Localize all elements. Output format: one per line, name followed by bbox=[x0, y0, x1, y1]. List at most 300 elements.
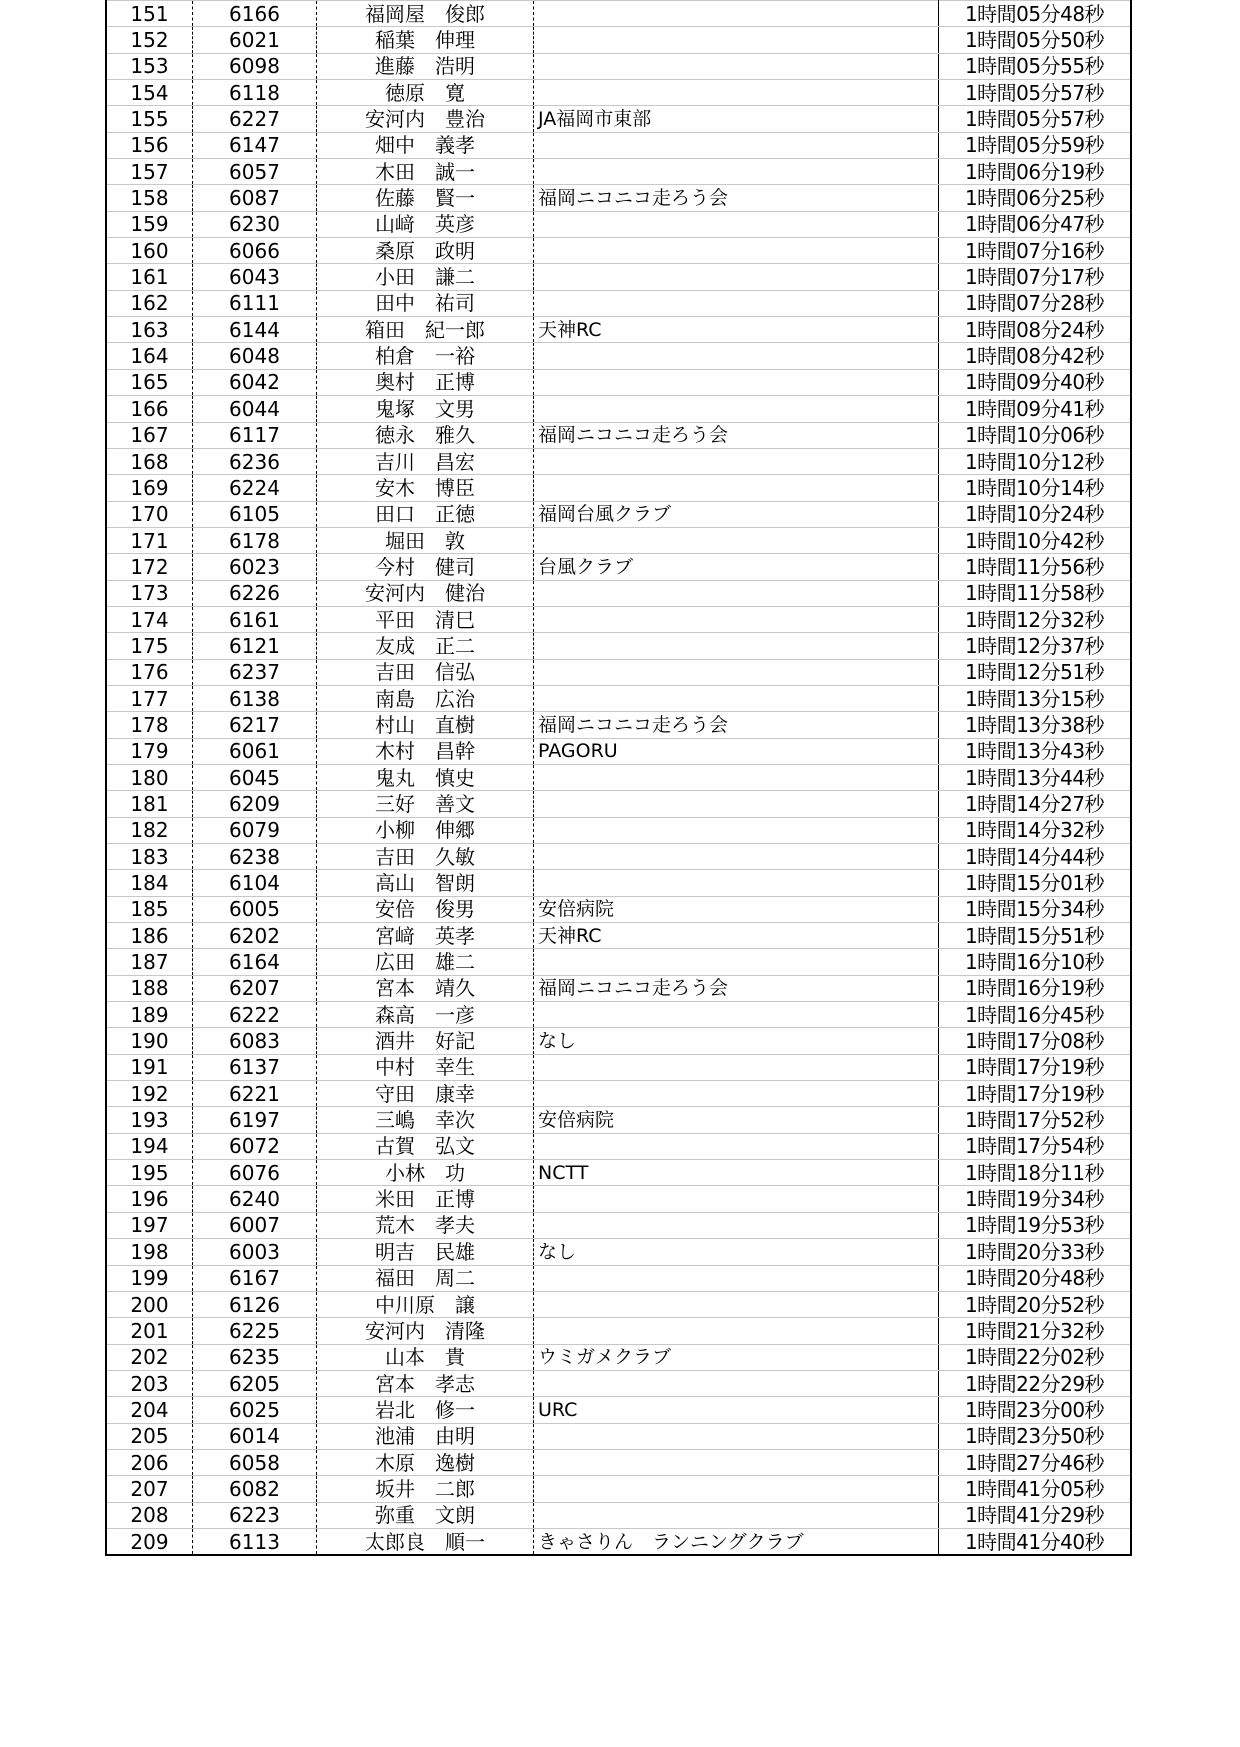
finish-time-cell: 1時間19分53秒 bbox=[939, 1212, 1132, 1238]
finish-time-cell: 1時間10分24秒 bbox=[939, 501, 1132, 527]
rank-cell: 172 bbox=[106, 554, 193, 580]
bib-number-cell: 6126 bbox=[193, 1291, 317, 1317]
bib-number-cell: 6221 bbox=[193, 1081, 317, 1107]
bib-number-cell: 6113 bbox=[193, 1528, 317, 1555]
table-row bbox=[106, 1, 1131, 27]
finish-time-cell: 1時間11分56秒 bbox=[939, 554, 1132, 580]
table-row bbox=[106, 685, 1131, 711]
bib-number-cell: 6222 bbox=[193, 1002, 317, 1028]
runner-name-cell: 田口 正徳 bbox=[317, 501, 534, 527]
runner-name-cell: 平田 清巳 bbox=[317, 606, 534, 632]
rank-cell: 203 bbox=[106, 1370, 193, 1396]
table-row bbox=[106, 501, 1131, 527]
table-row bbox=[106, 53, 1131, 79]
team-cell bbox=[534, 53, 939, 79]
bib-number-cell: 6072 bbox=[193, 1133, 317, 1159]
finish-time-cell: 1時間06分47秒 bbox=[939, 211, 1132, 237]
table-row bbox=[106, 1133, 1131, 1159]
bib-number-cell: 6104 bbox=[193, 870, 317, 896]
runner-name-cell: 中川原 譲 bbox=[317, 1291, 534, 1317]
finish-time-cell: 1時間05分55秒 bbox=[939, 53, 1132, 79]
bib-number-cell: 6121 bbox=[193, 633, 317, 659]
bib-number-cell: 6207 bbox=[193, 975, 317, 1001]
bib-number-cell: 6217 bbox=[193, 712, 317, 738]
finish-time-cell: 1時間07分17秒 bbox=[939, 264, 1132, 290]
bib-number-cell: 6117 bbox=[193, 422, 317, 448]
rank-cell: 204 bbox=[106, 1397, 193, 1423]
finish-time-cell: 1時間23分00秒 bbox=[939, 1397, 1132, 1423]
rank-cell: 152 bbox=[106, 27, 193, 53]
finish-time-cell: 1時間17分52秒 bbox=[939, 1107, 1132, 1133]
finish-time-cell: 1時間05分59秒 bbox=[939, 132, 1132, 158]
runner-name-cell: 安河内 豊治 bbox=[317, 106, 534, 132]
finish-time-cell: 1時間20分52秒 bbox=[939, 1291, 1132, 1317]
results-table bbox=[105, 0, 1132, 1556]
runner-name-cell: 米田 正博 bbox=[317, 1186, 534, 1212]
team-cell bbox=[534, 580, 939, 606]
rank-cell: 193 bbox=[106, 1107, 193, 1133]
runner-name-cell: 福田 周二 bbox=[317, 1265, 534, 1291]
bib-number-cell: 6237 bbox=[193, 659, 317, 685]
team-cell: なし bbox=[534, 1028, 939, 1054]
team-cell: ウミガメクラブ bbox=[534, 1344, 939, 1370]
team-cell: 台風クラブ bbox=[534, 554, 939, 580]
finish-time-cell: 1時間06分25秒 bbox=[939, 185, 1132, 211]
finish-time-cell: 1時間41分05秒 bbox=[939, 1476, 1132, 1502]
runner-name-cell: 福岡屋 俊郎 bbox=[317, 1, 534, 27]
team-cell: 安倍病院 bbox=[534, 896, 939, 922]
team-cell bbox=[534, 791, 939, 817]
table-row bbox=[106, 159, 1131, 185]
rank-cell: 160 bbox=[106, 238, 193, 264]
bib-number-cell: 6045 bbox=[193, 764, 317, 790]
bib-number-cell: 6079 bbox=[193, 817, 317, 843]
finish-time-cell: 1時間13分15秒 bbox=[939, 685, 1132, 711]
bib-number-cell: 6225 bbox=[193, 1318, 317, 1344]
table-row bbox=[106, 1423, 1131, 1449]
runner-name-cell: 明吉 民雄 bbox=[317, 1239, 534, 1265]
bib-number-cell: 6025 bbox=[193, 1397, 317, 1423]
finish-time-cell: 1時間13分43秒 bbox=[939, 738, 1132, 764]
runner-name-cell: 小林 功 bbox=[317, 1160, 534, 1186]
finish-time-cell: 1時間16分19秒 bbox=[939, 975, 1132, 1001]
table-row bbox=[106, 1318, 1131, 1344]
rank-cell: 170 bbox=[106, 501, 193, 527]
finish-time-cell: 1時間12分37秒 bbox=[939, 633, 1132, 659]
team-cell bbox=[534, 159, 939, 185]
finish-time-cell: 1時間08分24秒 bbox=[939, 317, 1132, 343]
finish-time-cell: 1時間20分48秒 bbox=[939, 1265, 1132, 1291]
rank-cell: 190 bbox=[106, 1028, 193, 1054]
runner-name-cell: 森高 一彦 bbox=[317, 1002, 534, 1028]
table-row bbox=[106, 1528, 1131, 1555]
team-cell bbox=[534, 80, 939, 106]
team-cell: 福岡ニコニコ走ろう会 bbox=[534, 712, 939, 738]
rank-cell: 192 bbox=[106, 1081, 193, 1107]
bib-number-cell: 6167 bbox=[193, 1265, 317, 1291]
table-row bbox=[106, 949, 1131, 975]
rank-cell: 205 bbox=[106, 1423, 193, 1449]
team-cell bbox=[534, 1081, 939, 1107]
runner-name-cell: 酒井 好記 bbox=[317, 1028, 534, 1054]
runner-name-cell: 桑原 政明 bbox=[317, 238, 534, 264]
rank-cell: 188 bbox=[106, 975, 193, 1001]
runner-name-cell: 守田 康幸 bbox=[317, 1081, 534, 1107]
runner-name-cell: 徳永 雅久 bbox=[317, 422, 534, 448]
table-row bbox=[106, 475, 1131, 501]
table-row bbox=[106, 211, 1131, 237]
runner-name-cell: 柏倉 一裕 bbox=[317, 343, 534, 369]
table-row bbox=[106, 80, 1131, 106]
team-cell bbox=[534, 764, 939, 790]
team-cell bbox=[534, 1054, 939, 1080]
team-cell bbox=[534, 475, 939, 501]
runner-name-cell: 宮本 靖久 bbox=[317, 975, 534, 1001]
table-row bbox=[106, 1449, 1131, 1475]
team-cell bbox=[534, 27, 939, 53]
runner-name-cell: 木原 逸樹 bbox=[317, 1449, 534, 1475]
bib-number-cell: 6137 bbox=[193, 1054, 317, 1080]
rank-cell: 186 bbox=[106, 923, 193, 949]
rank-cell: 196 bbox=[106, 1186, 193, 1212]
finish-time-cell: 1時間09分40秒 bbox=[939, 369, 1132, 395]
table-row bbox=[106, 844, 1131, 870]
rank-cell: 198 bbox=[106, 1239, 193, 1265]
bib-number-cell: 6178 bbox=[193, 527, 317, 553]
runner-name-cell: 安河内 清隆 bbox=[317, 1318, 534, 1344]
finish-time-cell: 1時間05分48秒 bbox=[939, 1, 1132, 27]
bib-number-cell: 6197 bbox=[193, 1107, 317, 1133]
runner-name-cell: 山本 貴 bbox=[317, 1344, 534, 1370]
bib-number-cell: 6042 bbox=[193, 369, 317, 395]
team-cell: JA福岡市東部 bbox=[534, 106, 939, 132]
finish-time-cell: 1時間22分02秒 bbox=[939, 1344, 1132, 1370]
bib-number-cell: 6111 bbox=[193, 290, 317, 316]
finish-time-cell: 1時間06分19秒 bbox=[939, 159, 1132, 185]
team-cell: 福岡ニコニコ走ろう会 bbox=[534, 185, 939, 211]
team-cell: 福岡ニコニコ走ろう会 bbox=[534, 422, 939, 448]
bib-number-cell: 6023 bbox=[193, 554, 317, 580]
table-row bbox=[106, 817, 1131, 843]
bib-number-cell: 6057 bbox=[193, 159, 317, 185]
table-row bbox=[106, 975, 1131, 1001]
table-row bbox=[106, 396, 1131, 422]
finish-time-cell: 1時間20分33秒 bbox=[939, 1239, 1132, 1265]
table-row bbox=[106, 738, 1131, 764]
team-cell bbox=[534, 238, 939, 264]
bib-number-cell: 6005 bbox=[193, 896, 317, 922]
table-row bbox=[106, 870, 1131, 896]
table-row bbox=[106, 896, 1131, 922]
finish-time-cell: 1時間23分50秒 bbox=[939, 1423, 1132, 1449]
runner-name-cell: 徳原 寛 bbox=[317, 80, 534, 106]
rank-cell: 174 bbox=[106, 606, 193, 632]
bib-number-cell: 6226 bbox=[193, 580, 317, 606]
bib-number-cell: 6144 bbox=[193, 317, 317, 343]
runner-name-cell: 箱田 紀一郎 bbox=[317, 317, 534, 343]
runner-name-cell: 小田 謙二 bbox=[317, 264, 534, 290]
runner-name-cell: 鬼丸 慎史 bbox=[317, 764, 534, 790]
team-cell: PAGORU bbox=[534, 738, 939, 764]
team-cell: なし bbox=[534, 1239, 939, 1265]
runner-name-cell: 宮本 孝志 bbox=[317, 1370, 534, 1396]
runner-name-cell: 稲葉 伸理 bbox=[317, 27, 534, 53]
bib-number-cell: 6105 bbox=[193, 501, 317, 527]
bib-number-cell: 6223 bbox=[193, 1502, 317, 1528]
finish-time-cell: 1時間07分16秒 bbox=[939, 238, 1132, 264]
team-cell bbox=[534, 264, 939, 290]
table-row bbox=[106, 1265, 1131, 1291]
table-row bbox=[106, 1291, 1131, 1317]
table-row bbox=[106, 923, 1131, 949]
finish-time-cell: 1時間17分19秒 bbox=[939, 1081, 1132, 1107]
team-cell bbox=[534, 1265, 939, 1291]
bib-number-cell: 6083 bbox=[193, 1028, 317, 1054]
rank-cell: 183 bbox=[106, 844, 193, 870]
rank-cell: 194 bbox=[106, 1133, 193, 1159]
rank-cell: 153 bbox=[106, 53, 193, 79]
table-row bbox=[106, 1502, 1131, 1528]
runner-name-cell: 広田 雄二 bbox=[317, 949, 534, 975]
finish-time-cell: 1時間18分11秒 bbox=[939, 1160, 1132, 1186]
bib-number-cell: 6014 bbox=[193, 1423, 317, 1449]
table-row bbox=[106, 764, 1131, 790]
table-row bbox=[106, 633, 1131, 659]
bib-number-cell: 6205 bbox=[193, 1370, 317, 1396]
rank-cell: 156 bbox=[106, 132, 193, 158]
table-row bbox=[106, 1186, 1131, 1212]
team-cell bbox=[534, 1370, 939, 1396]
team-cell bbox=[534, 1291, 939, 1317]
table-row bbox=[106, 1239, 1131, 1265]
team-cell: 天神RC bbox=[534, 317, 939, 343]
rank-cell: 185 bbox=[106, 896, 193, 922]
finish-time-cell: 1時間16分45秒 bbox=[939, 1002, 1132, 1028]
team-cell bbox=[534, 1476, 939, 1502]
team-cell: 安倍病院 bbox=[534, 1107, 939, 1133]
table-row bbox=[106, 290, 1131, 316]
table-row bbox=[106, 659, 1131, 685]
bib-number-cell: 6098 bbox=[193, 53, 317, 79]
rank-cell: 161 bbox=[106, 264, 193, 290]
runner-name-cell: 堀田 敦 bbox=[317, 527, 534, 553]
runner-name-cell: 村山 直樹 bbox=[317, 712, 534, 738]
rank-cell: 176 bbox=[106, 659, 193, 685]
rank-cell: 177 bbox=[106, 685, 193, 711]
bib-number-cell: 6138 bbox=[193, 685, 317, 711]
rank-cell: 171 bbox=[106, 527, 193, 553]
rank-cell: 195 bbox=[106, 1160, 193, 1186]
team-cell bbox=[534, 685, 939, 711]
table-row bbox=[106, 369, 1131, 395]
team-cell bbox=[534, 448, 939, 474]
finish-time-cell: 1時間17分54秒 bbox=[939, 1133, 1132, 1159]
table-row bbox=[106, 185, 1131, 211]
finish-time-cell: 1時間16分10秒 bbox=[939, 949, 1132, 975]
rank-cell: 201 bbox=[106, 1318, 193, 1344]
finish-time-cell: 1時間14分44秒 bbox=[939, 844, 1132, 870]
finish-time-cell: 1時間12分51秒 bbox=[939, 659, 1132, 685]
rank-cell: 199 bbox=[106, 1265, 193, 1291]
team-cell bbox=[534, 844, 939, 870]
rank-cell: 182 bbox=[106, 817, 193, 843]
rank-cell: 168 bbox=[106, 448, 193, 474]
runner-name-cell: 鬼塚 文男 bbox=[317, 396, 534, 422]
bib-number-cell: 6238 bbox=[193, 844, 317, 870]
rank-cell: 154 bbox=[106, 80, 193, 106]
runner-name-cell: 今村 健司 bbox=[317, 554, 534, 580]
finish-time-cell: 1時間11分58秒 bbox=[939, 580, 1132, 606]
bib-number-cell: 6043 bbox=[193, 264, 317, 290]
finish-time-cell: 1時間07分28秒 bbox=[939, 290, 1132, 316]
finish-time-cell: 1時間05分57秒 bbox=[939, 106, 1132, 132]
rank-cell: 187 bbox=[106, 949, 193, 975]
bib-number-cell: 6235 bbox=[193, 1344, 317, 1370]
team-cell bbox=[534, 211, 939, 237]
finish-time-cell: 1時間10分12秒 bbox=[939, 448, 1132, 474]
bib-number-cell: 6224 bbox=[193, 475, 317, 501]
team-cell: きゃさりん ランニングクラブ bbox=[534, 1528, 939, 1555]
bib-number-cell: 6202 bbox=[193, 923, 317, 949]
finish-time-cell: 1時間15分34秒 bbox=[939, 896, 1132, 922]
runner-name-cell: 進藤 浩明 bbox=[317, 53, 534, 79]
team-cell bbox=[534, 949, 939, 975]
rank-cell: 164 bbox=[106, 343, 193, 369]
rank-cell: 189 bbox=[106, 1002, 193, 1028]
bib-number-cell: 6118 bbox=[193, 80, 317, 106]
rank-cell: 151 bbox=[106, 1, 193, 27]
finish-time-cell: 1時間27分46秒 bbox=[939, 1449, 1132, 1475]
runner-name-cell: 畑中 義孝 bbox=[317, 132, 534, 158]
team-cell: NCTT bbox=[534, 1160, 939, 1186]
team-cell bbox=[534, 1, 939, 27]
team-cell bbox=[534, 633, 939, 659]
bib-number-cell: 6021 bbox=[193, 27, 317, 53]
bib-number-cell: 6161 bbox=[193, 606, 317, 632]
finish-time-cell: 1時間14分27秒 bbox=[939, 791, 1132, 817]
runner-name-cell: 木村 昌幹 bbox=[317, 738, 534, 764]
finish-time-cell: 1時間41分29秒 bbox=[939, 1502, 1132, 1528]
bib-number-cell: 6230 bbox=[193, 211, 317, 237]
rank-cell: 207 bbox=[106, 1476, 193, 1502]
runner-name-cell: 木田 誠一 bbox=[317, 159, 534, 185]
team-cell: 福岡台風クラブ bbox=[534, 501, 939, 527]
table-row bbox=[106, 580, 1131, 606]
finish-time-cell: 1時間15分51秒 bbox=[939, 923, 1132, 949]
rank-cell: 162 bbox=[106, 290, 193, 316]
table-row bbox=[106, 238, 1131, 264]
rank-cell: 158 bbox=[106, 185, 193, 211]
table-row bbox=[106, 1212, 1131, 1238]
rank-cell: 178 bbox=[106, 712, 193, 738]
finish-time-cell: 1時間17分08秒 bbox=[939, 1028, 1132, 1054]
team-cell bbox=[534, 1502, 939, 1528]
team-cell bbox=[534, 396, 939, 422]
runner-name-cell: 小柳 伸郷 bbox=[317, 817, 534, 843]
finish-time-cell: 1時間08分42秒 bbox=[939, 343, 1132, 369]
runner-name-cell: 吉川 昌宏 bbox=[317, 448, 534, 474]
bib-number-cell: 6147 bbox=[193, 132, 317, 158]
team-cell bbox=[534, 1002, 939, 1028]
finish-time-cell: 1時間17分19秒 bbox=[939, 1054, 1132, 1080]
bib-number-cell: 6209 bbox=[193, 791, 317, 817]
table-row bbox=[106, 606, 1131, 632]
rank-cell: 179 bbox=[106, 738, 193, 764]
bib-number-cell: 6240 bbox=[193, 1186, 317, 1212]
table-row bbox=[106, 1397, 1131, 1423]
table-row bbox=[106, 317, 1131, 343]
rank-cell: 165 bbox=[106, 369, 193, 395]
bib-number-cell: 6164 bbox=[193, 949, 317, 975]
finish-time-cell: 1時間05分50秒 bbox=[939, 27, 1132, 53]
team-cell: URC bbox=[534, 1397, 939, 1423]
bib-number-cell: 6087 bbox=[193, 185, 317, 211]
runner-name-cell: 坂井 二郎 bbox=[317, 1476, 534, 1502]
table-row bbox=[106, 264, 1131, 290]
runner-name-cell: 池浦 由明 bbox=[317, 1423, 534, 1449]
team-cell bbox=[534, 817, 939, 843]
runner-name-cell: 奥村 正博 bbox=[317, 369, 534, 395]
runner-name-cell: 荒木 孝夫 bbox=[317, 1212, 534, 1238]
bib-number-cell: 6076 bbox=[193, 1160, 317, 1186]
team-cell bbox=[534, 659, 939, 685]
runner-name-cell: 三好 善文 bbox=[317, 791, 534, 817]
runner-name-cell: 安倍 俊男 bbox=[317, 896, 534, 922]
rank-cell: 163 bbox=[106, 317, 193, 343]
runner-name-cell: 佐藤 賢一 bbox=[317, 185, 534, 211]
table-row bbox=[106, 712, 1131, 738]
rank-cell: 184 bbox=[106, 870, 193, 896]
table-row bbox=[106, 343, 1131, 369]
table-row bbox=[106, 1002, 1131, 1028]
team-cell bbox=[534, 1133, 939, 1159]
table-row bbox=[106, 554, 1131, 580]
runner-name-cell: 友成 正二 bbox=[317, 633, 534, 659]
finish-time-cell: 1時間10分06秒 bbox=[939, 422, 1132, 448]
bib-number-cell: 6227 bbox=[193, 106, 317, 132]
runner-name-cell: 南島 広治 bbox=[317, 685, 534, 711]
bib-number-cell: 6003 bbox=[193, 1239, 317, 1265]
team-cell: 福岡ニコニコ走ろう会 bbox=[534, 975, 939, 1001]
table-row bbox=[106, 527, 1131, 553]
team-cell bbox=[534, 870, 939, 896]
table-row bbox=[106, 1160, 1131, 1186]
finish-time-cell: 1時間41分40秒 bbox=[939, 1528, 1132, 1555]
runner-name-cell: 安河内 健治 bbox=[317, 580, 534, 606]
finish-time-cell: 1時間12分32秒 bbox=[939, 606, 1132, 632]
table-row bbox=[106, 1476, 1131, 1502]
runner-name-cell: 中村 幸生 bbox=[317, 1054, 534, 1080]
finish-time-cell: 1時間22分29秒 bbox=[939, 1370, 1132, 1396]
table-row bbox=[106, 1344, 1131, 1370]
runner-name-cell: 三嶋 幸次 bbox=[317, 1107, 534, 1133]
finish-time-cell: 1時間15分01秒 bbox=[939, 870, 1132, 896]
team-cell bbox=[534, 1449, 939, 1475]
runner-name-cell: 高山 智朗 bbox=[317, 870, 534, 896]
rank-cell: 169 bbox=[106, 475, 193, 501]
team-cell bbox=[534, 132, 939, 158]
runner-name-cell: 弥重 文朗 bbox=[317, 1502, 534, 1528]
finish-time-cell: 1時間19分34秒 bbox=[939, 1186, 1132, 1212]
runner-name-cell: 安木 博臣 bbox=[317, 475, 534, 501]
rank-cell: 180 bbox=[106, 764, 193, 790]
table-row bbox=[106, 791, 1131, 817]
team-cell bbox=[534, 1318, 939, 1344]
table-row bbox=[106, 1028, 1131, 1054]
results-table-body bbox=[106, 1, 1131, 1556]
team-cell bbox=[534, 606, 939, 632]
finish-time-cell: 1時間10分42秒 bbox=[939, 527, 1132, 553]
